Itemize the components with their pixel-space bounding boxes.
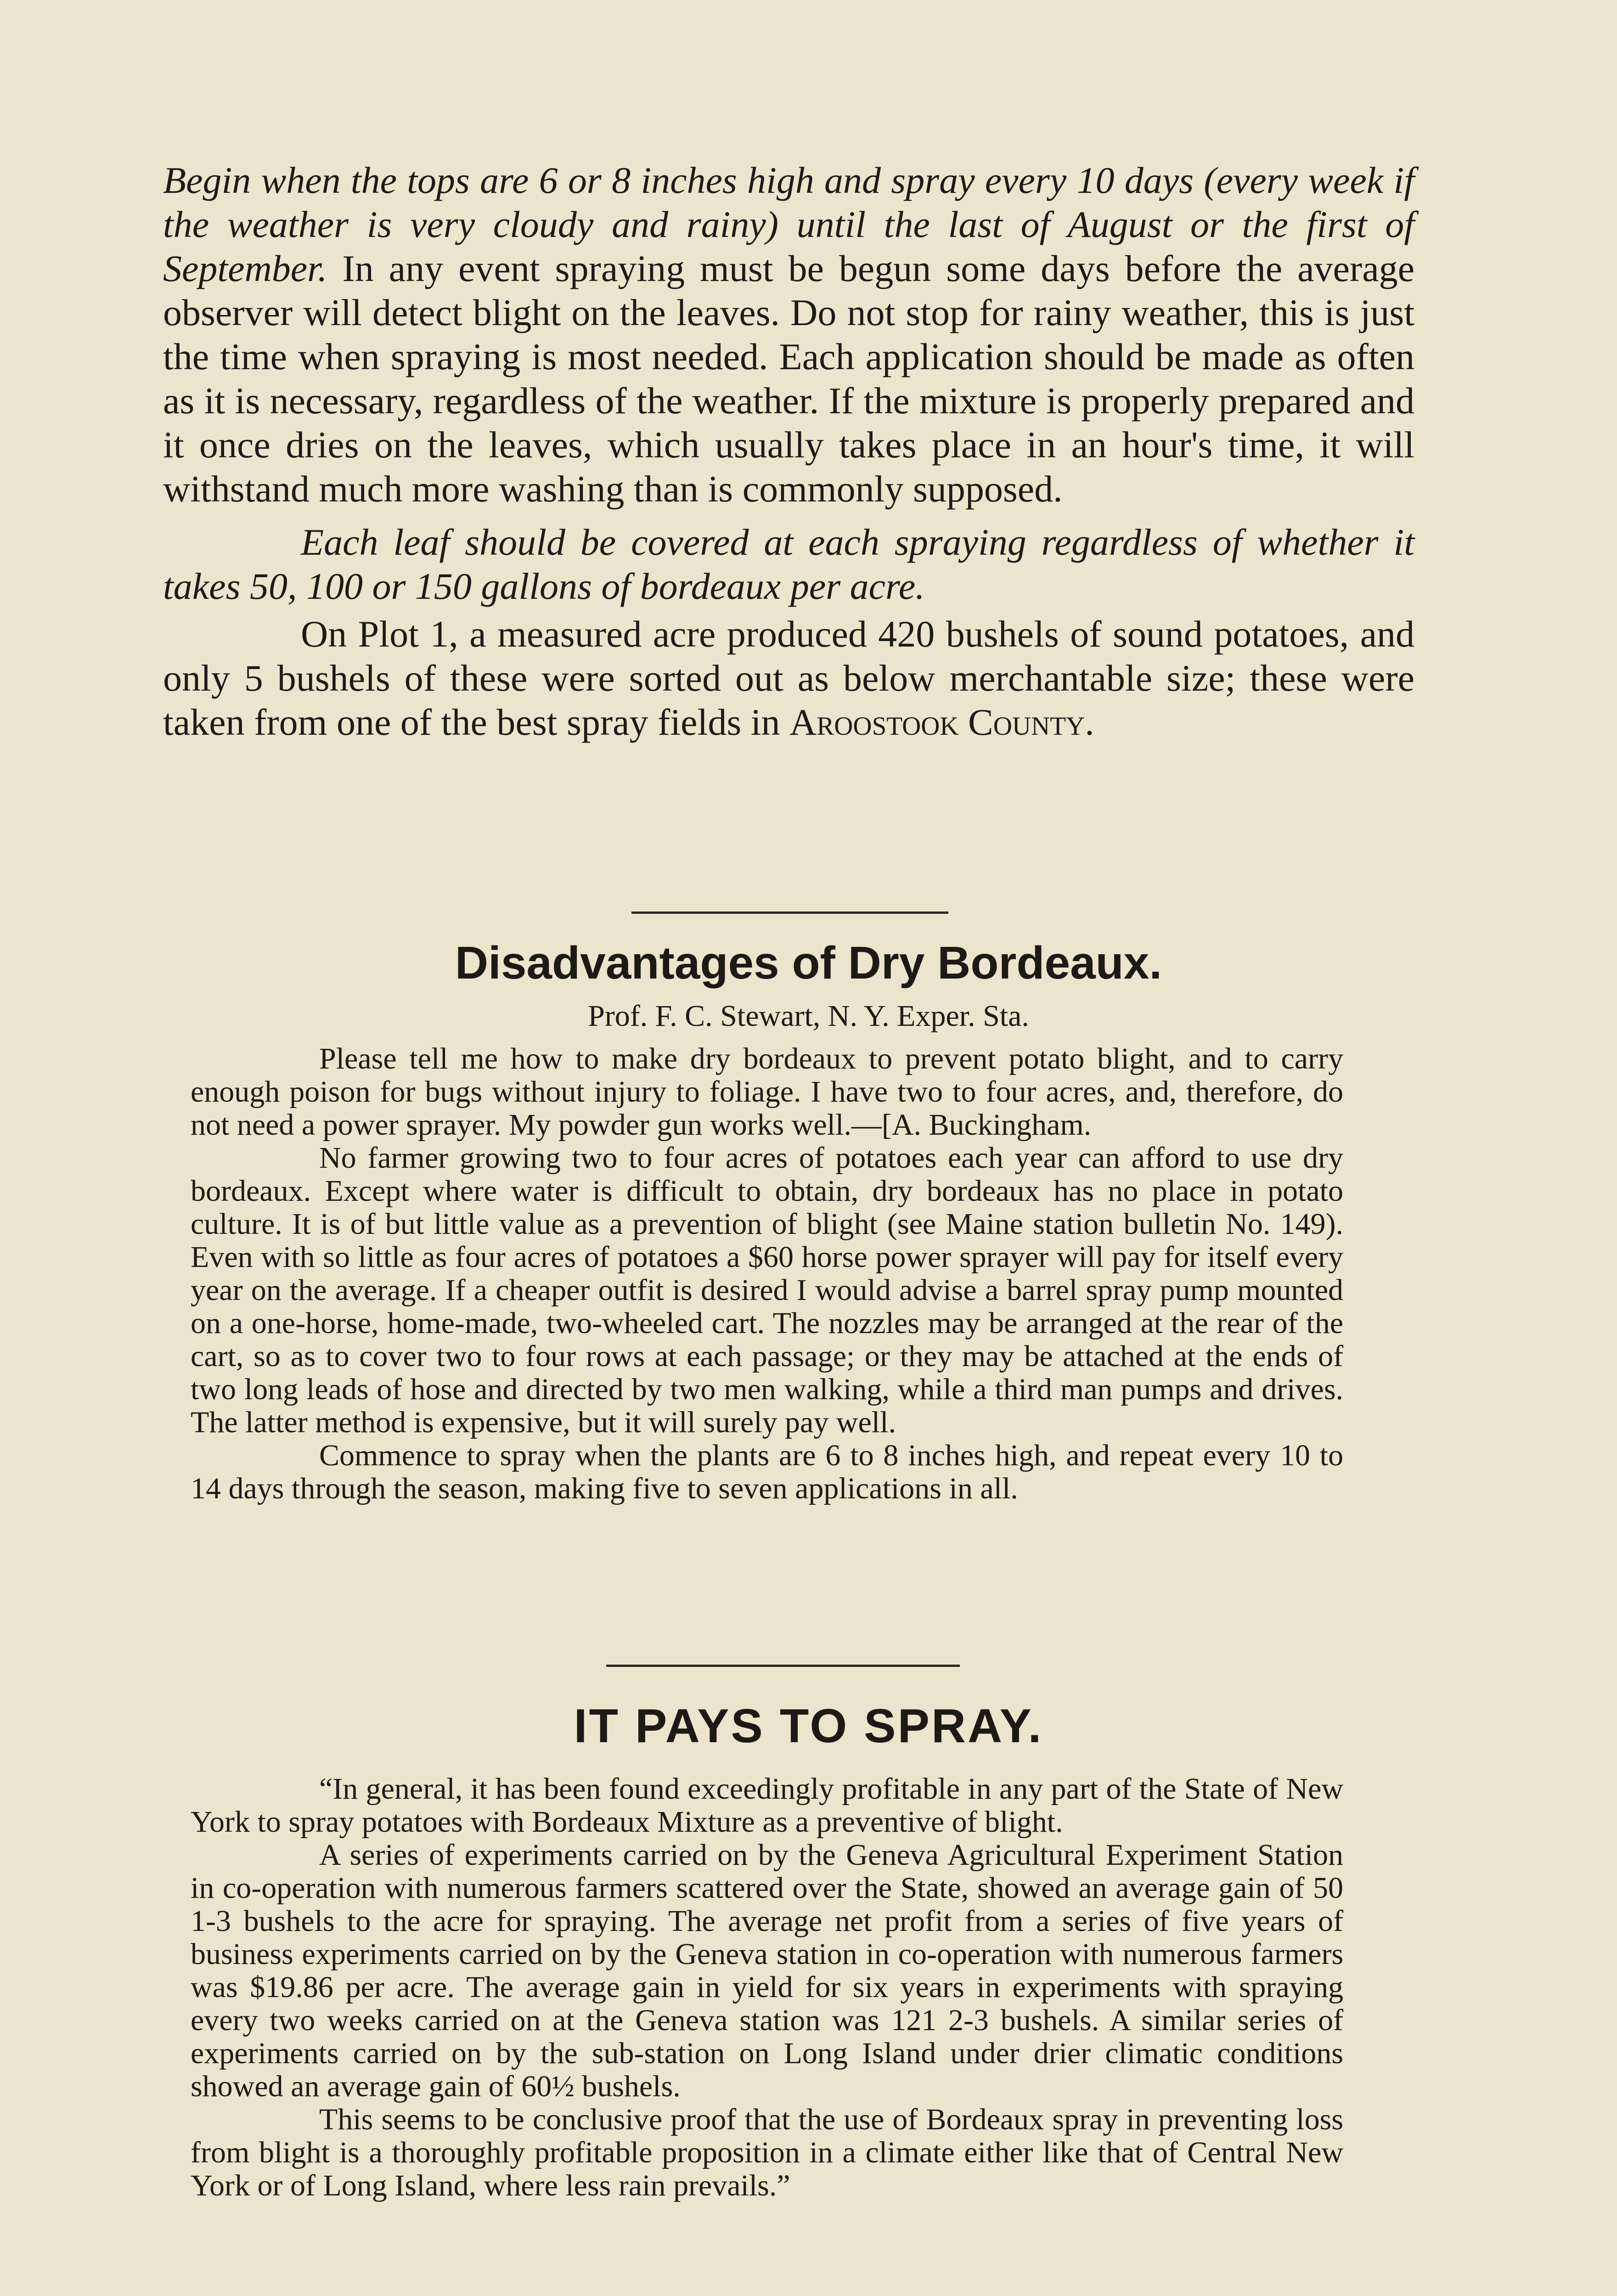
- article1-paragraph-2: No farmer growing two to four acres of potatoes each year can afford to use dry bordeaux. Except where water is difficult to obtain, dry bordeaux has no place in potato culture. It is of but little value as a prevention of blight (see Maine station bulletin No. 149). Even with so little as four acres of potatoes a $60 horse power sprayer will pay for itself every year on the average. If a cheaper outfit is desired I would advise a barrel spray pump mounted on a one-horse, home-made, two-wheeled cart. The nozzles may be arranged at the rear of the cart, so as to cover two to four rows at each passage; or they may be attached at the ends of two long leads of hose and directed by two men walking, while a third man pumps and drives. The latter method is expensive, but it will surely pay well.: [191, 1141, 1343, 1439]
- intro-paragraph-3: [163, 612, 1414, 744]
- article1-body: [191, 1042, 1343, 1505]
- intro-paragraph-1-rest: In any event spraying must be begun some days before the average observer will detect blight on the leaves. Do not stop for rainy weather, this is just the time when spraying is most needed. Each application should be made as often as it is necessary, regardless of the weather. If the mixture is properly prepared and it once dries on the leaves, which usually takes place in an hour's time, it will withstand much more washing than is commonly supposed.: [163, 248, 1414, 510]
- article2-paragraph-3: This seems to be conclusive proof that the use of Bordeaux spray in preventing loss from blight is a thoroughly profitable proposition in a climate either like that of Central New York or of Long Island, where less rain prevails.”: [191, 2103, 1343, 2202]
- article2-title: IT PAYS TO SPRAY.: [574, 1699, 1043, 1753]
- section-divider-2: [606, 1665, 960, 1667]
- intro-section: [163, 158, 1414, 744]
- article2-paragraph-2: A series of experiments carried on by the Geneva Agricultural Experiment Station in co-operation with numerous farmers scattered over the State, showed an average gain of 50 1-3 bushels to the acre for spraying. The average net profit from a series of five years of business experiments carried on by the Geneva station in co-operation with numerous farmers was $19.86 per acre. The average gain in yield for six years in experiments with spraying every two weeks carried on at the Geneva station was 121 2-3 bushels. A similar series of experiments carried on by the sub-station on Long Island under drier climatic conditions showed an average gain of 60½ bushels.: [191, 1838, 1343, 2103]
- article1-title: Disadvantages of Dry Bordeaux.: [455, 937, 1162, 989]
- section-divider: [631, 912, 948, 914]
- article1-paragraph-1: Please tell me how to make dry bordeaux to prevent potato blight, and to carry enough poison for bugs without injury to foliage. I have two to four acres, and, therefore, do not need a power sprayer. My powder gun works well.—[A. Buckingham.: [191, 1042, 1343, 1142]
- intro-paragraph-1: [163, 158, 1414, 511]
- county-name: Aroostook County.: [789, 701, 1094, 743]
- article2-paragraph-1: “In general, it has been found exceedingly profitable in any part of the State of New York to spray potatoes with Bordeaux Mixture as a preventive of blight.: [191, 1772, 1343, 1839]
- intro-paragraph-2: Each leaf should be covered at each spraying regardless of whether it takes 50, 100 or 150 gallons of bordeaux per acre.: [163, 521, 1414, 607]
- article1-paragraph-3: Commence to spray when the plants are 6 to 8 inches high, and repeat every 10 to 14 days through the season, making five to seven applications in all.: [191, 1439, 1343, 1505]
- intro-paragraph-3-text: On Plot 1, a measured acre produced 420 bushels of sound potatoes, and only 5 bushels of these were sorted out as below merchantable size; these were taken from one of the best spray fields in: [163, 613, 1414, 743]
- article2-body: [191, 1773, 1343, 2202]
- intro-italic-instruction: Begin when the tops are 6 or 8 inches high and spray every 10 days (every week if the weather is very cloudy and rainy) until the last of August or the first of September.: [163, 159, 1414, 289]
- article1-byline: Prof. F. C. Stewart, N. Y. Exper. Sta.: [588, 999, 1029, 1033]
